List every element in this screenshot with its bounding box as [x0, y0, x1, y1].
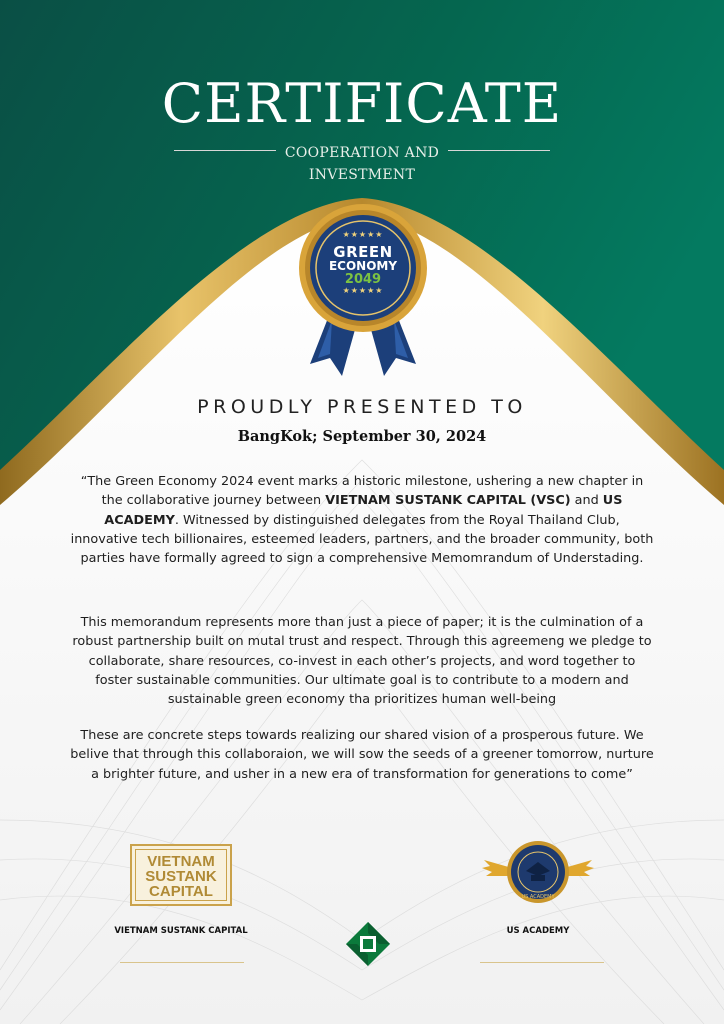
us-academy-signature-line	[480, 962, 604, 963]
p1-us-academy-name: US ACADEMY	[104, 493, 623, 528]
green-economy-seal	[290, 198, 436, 380]
vsc-logo-line-2: SUSTANK	[145, 868, 217, 885]
body-paragraph-2: This memorandum represents more than just a piece of paper; it is the culmination of a robust partnership built on mutal trust and respect. Through this agreemeng we pledge to collaborate, share resources, co-invest in each other’s projects, and word together to foster sustainable communities. Our ultimate goal is to contribute to a modern and sustainable green economy tha prioritizes human well-being	[72, 615, 652, 708]
certificate-subtitle: COOPERATION AND INVESTMENT	[284, 145, 440, 183]
us-academy-logo-text: US ACADEMY	[521, 894, 555, 900]
us-academy-signatory-label: US ACADEMY	[506, 926, 570, 936]
seal-line-year: 2049	[344, 272, 382, 287]
vsc-signatory-label: VIETNAM SUSTANK CAPITAL	[114, 926, 248, 936]
us-academy-logo	[482, 838, 594, 912]
body-paragraph-3: These are concrete steps towards realizing our shared vision of a prosperous future. We belive that through this collaboraion, we will sow the seeds of a greener tomorrow, nurture a brighter future, and usher in a new era of transformation for generations to come”	[70, 728, 654, 782]
seal-line-green: GREEN	[333, 243, 393, 261]
seal-line-economy: ECONOMY	[328, 259, 398, 273]
vsc-signature-line	[120, 962, 244, 963]
subtitle-left-divider	[174, 150, 276, 151]
presented-to-label: PROUDLY PRESENTED TO	[197, 396, 527, 418]
subtitle-right-divider	[448, 150, 550, 151]
certificate-title: CERTIFICATE	[161, 72, 563, 135]
p1-text-e: . Witnessed by distinguished delegates from the Royal Thailand Club, innovative tech billionaires, esteemed leaders, partners, and the broader community, both parties have formally agreed to sign a comprehensive Memomrandum of Understading.	[70, 512, 654, 567]
vsc-logo-line-1: VIETNAM	[147, 853, 215, 870]
p1-text-c: and	[570, 493, 603, 509]
p1-text-a: “The Green Economy 2024 event marks a historic milestone, ushering a new chapter in the collaborative journey between	[80, 474, 644, 509]
p1-vsc-name: VIETNAM SUSTANK CAPITAL (VSC)	[325, 493, 571, 509]
vsc-logo-line-3: CAPITAL	[149, 883, 213, 900]
vsc-logo	[130, 844, 232, 906]
body-paragraph-1	[70, 472, 654, 568]
seal-stars-top: ★★★★★	[342, 230, 384, 239]
seal-stars-bottom: ★★★★★	[342, 286, 384, 295]
center-green-logo	[344, 920, 392, 968]
event-date: BangKok; September 30, 2024	[237, 428, 487, 445]
